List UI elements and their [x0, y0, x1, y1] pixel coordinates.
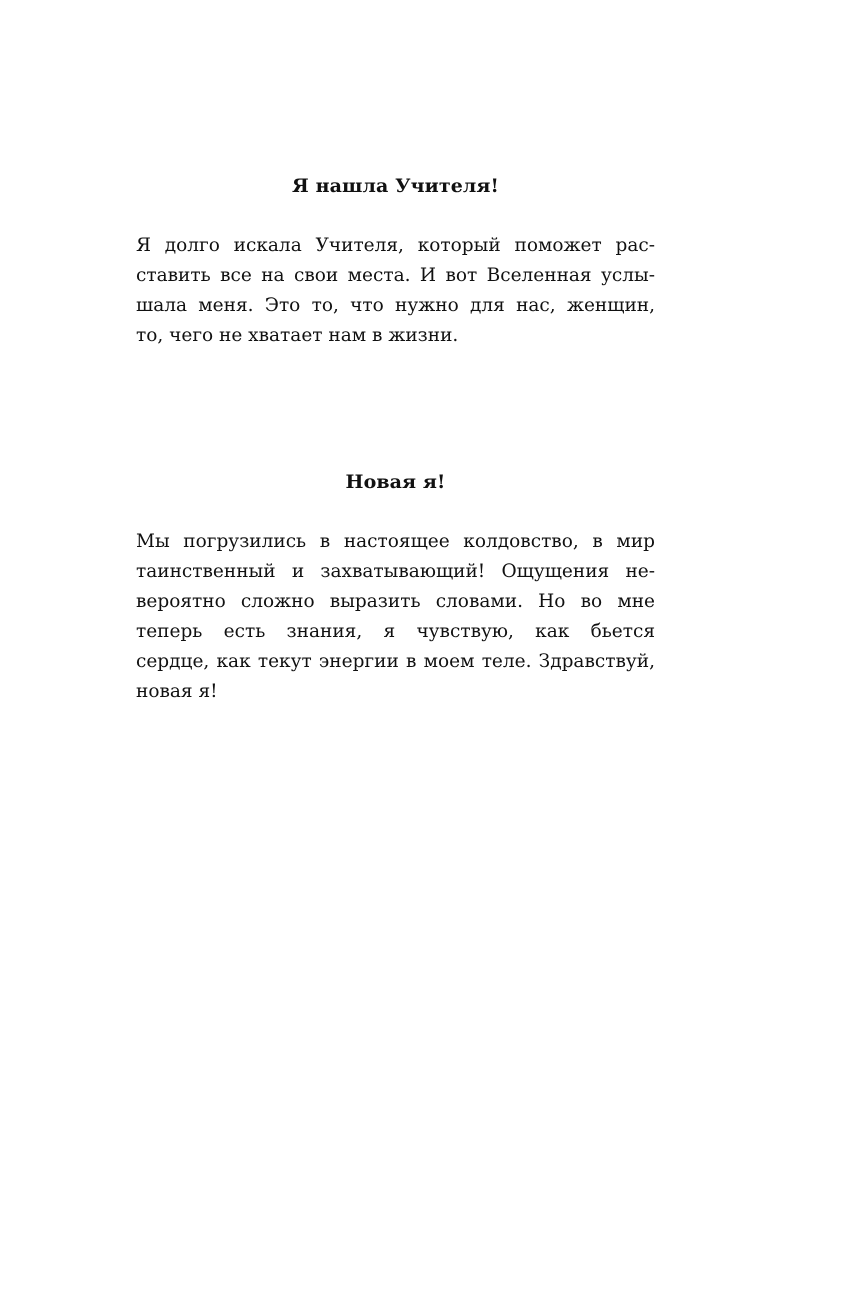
- section-text-teacher: [136, 231, 655, 351]
- text-line: таинственный и захватывающий! Ощущения не-: [136, 561, 655, 582]
- text-line: вероятно сложно выразить словами. Но во мне: [136, 591, 655, 612]
- text-line: новая я!: [136, 681, 218, 702]
- section-text-new-me: [136, 527, 655, 707]
- text-line: сердце, как текут энергии в моем теле. Здравствуй,: [136, 651, 655, 672]
- text-line: шала меня. Это то, что нужно для нас, женщин,: [136, 295, 655, 316]
- text-line: теперь есть знания, я чувствую, как бьется: [136, 621, 655, 642]
- text-line: то, чего не хватает нам в жизни.: [136, 325, 459, 346]
- text-line: Я долго искала Учителя, который поможет рас-: [136, 235, 655, 256]
- text-line: ставить все на свои места. И вот Вселенная услы-: [136, 265, 655, 286]
- text-line: Мы погрузились в настоящее колдовство, в мир: [136, 531, 655, 552]
- section-title-teacher: Я нашла Учителя!: [292, 175, 499, 197]
- section-title-new-me: Новая я!: [345, 471, 446, 493]
